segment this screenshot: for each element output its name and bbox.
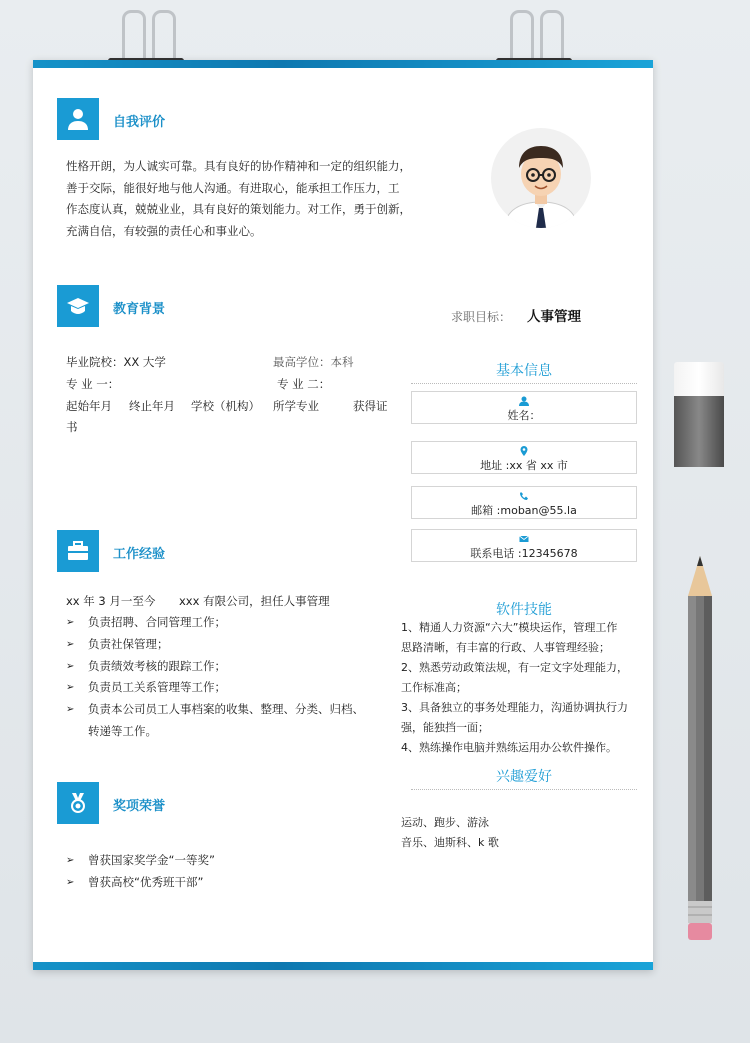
education-school: 毕业院校：XX 大学 xyxy=(66,355,166,369)
list-item xyxy=(66,872,386,894)
work-title: 工作经验 xyxy=(113,547,166,562)
list-item xyxy=(66,612,386,634)
hobbies-text xyxy=(401,813,499,853)
work-header-date: xx 年 3 月一至今 xyxy=(66,594,156,608)
target-value: 人事管理 xyxy=(527,309,581,325)
work-item-text: 负责绩效考核的跟踪工作； xyxy=(88,658,226,673)
awards-icon-box xyxy=(57,782,99,824)
arrow-icon: ➢ xyxy=(66,704,75,716)
arrow-icon: ➢ xyxy=(66,876,75,888)
list-item xyxy=(66,699,386,721)
skill-line: 思路清晰，有丰富的行政、人事管理经验； xyxy=(401,641,610,654)
self-eval-line: 充满自信，有较强的责任心和事业心。 xyxy=(66,223,262,238)
work-item-text: 负责员工关系管理等工作； xyxy=(88,680,226,695)
medal-icon xyxy=(66,791,90,815)
hobby-line: 音乐、迪斯科、k 歌 xyxy=(401,836,499,849)
award-item-text: 曾获高校“优秀班干部” xyxy=(88,874,204,889)
info-card-address xyxy=(411,441,637,474)
briefcase-icon xyxy=(66,539,90,563)
skills-title: 软件技能 xyxy=(496,602,552,618)
self-eval-text xyxy=(66,156,411,242)
education-title: 教育背景 xyxy=(113,302,166,317)
education-major: 所学专业 xyxy=(273,399,319,413)
target-label: 求职目标： xyxy=(451,310,512,324)
work-item-text: 负责招聘、合同管理工作； xyxy=(88,615,226,629)
user-icon xyxy=(66,107,90,131)
pencil-decoration xyxy=(686,556,714,944)
list-item xyxy=(66,634,386,656)
list-item xyxy=(66,850,386,872)
mail-icon xyxy=(519,534,529,544)
phone-icon xyxy=(519,491,529,501)
info-phone: 联系电话 :12345678 xyxy=(470,547,578,560)
work-list xyxy=(66,612,386,743)
list-item xyxy=(66,656,386,678)
divider xyxy=(411,789,637,790)
arrow-icon: ➢ xyxy=(66,660,75,672)
award-item-text: 曾获国家奖学金“一等奖” xyxy=(88,853,215,867)
location-icon xyxy=(519,446,529,456)
avatar-illustration xyxy=(491,128,591,228)
education-start: 起始年月 xyxy=(66,399,112,413)
work-header-company: xxx 有限公司，担任人事管理 xyxy=(179,594,330,608)
info-address: 地址 :xx 省 xx 市 xyxy=(480,459,568,472)
education-end: 终止年月 xyxy=(129,399,175,413)
education-certificate-cont: 书 xyxy=(66,420,78,434)
info-name: 姓名： xyxy=(507,409,541,422)
list-item xyxy=(66,721,386,743)
education-major2: 专 业 二： xyxy=(277,377,331,391)
avatar xyxy=(491,128,591,228)
arrow-icon: ➢ xyxy=(66,617,75,628)
education-institution: 学校（机构） xyxy=(191,399,260,413)
self-eval-line: 作态度认真，兢兢业业，具有良好的策划能力。对工作，勇于创新， xyxy=(66,202,411,216)
resume-page xyxy=(33,60,653,970)
self-eval-line: 善于交际，能很好地与他人沟通。有进取心，能承担工作压力，工 xyxy=(66,180,400,195)
arrow-icon: ➢ xyxy=(66,638,75,650)
info-card-phone xyxy=(411,529,637,562)
top-accent-bar xyxy=(33,60,653,68)
education-certificate: 获得证 xyxy=(353,399,388,413)
awards-title: 奖项荣誉 xyxy=(113,799,166,814)
awards-list xyxy=(66,850,386,894)
skill-line: 强，能独挡一面； xyxy=(401,721,489,734)
arrow-icon: ➢ xyxy=(66,855,75,866)
info-card-name xyxy=(411,391,637,424)
eraser-decoration xyxy=(674,362,724,467)
graduation-cap-icon xyxy=(66,294,90,318)
work-item-text: 负责本公司员工人事档案的收集、整理、分类、归档、 xyxy=(88,702,364,717)
education-major1: 专 业 一： xyxy=(66,377,120,391)
info-card-email xyxy=(411,486,637,519)
self-eval-icon-box xyxy=(57,98,99,140)
bottom-accent-bar xyxy=(33,962,653,970)
self-eval-line: 性格开朗，为人诚实可靠。具有良好的协作精神和一定的组织能力， xyxy=(66,159,411,173)
skill-line: 3、具备独立的事务处理能力，沟通协调执行力 xyxy=(401,701,628,714)
education-icon-box xyxy=(57,285,99,327)
basic-info-title: 基本信息 xyxy=(496,363,552,379)
skill-line: 1、精通人力资源“六大”模块运作，管理工作 xyxy=(401,621,618,634)
info-email: 邮箱 :moban@55.la xyxy=(471,504,577,517)
self-eval-title: 自我评价 xyxy=(113,115,166,130)
work-icon-box xyxy=(57,530,99,572)
work-item-text: 转递等工作。 xyxy=(88,723,157,738)
skill-line: 2、熟悉劳动政策法规，有一定文字处理能力， xyxy=(401,661,628,674)
user-icon xyxy=(519,396,529,406)
list-item xyxy=(66,677,386,699)
education-degree: 最高学位：本科 xyxy=(273,355,354,369)
arrow-icon: ➢ xyxy=(66,682,75,694)
divider xyxy=(411,383,637,384)
hobby-line: 运动、跑步、游泳 xyxy=(401,816,489,829)
skill-line: 工作标准高； xyxy=(401,681,467,694)
skill-line: 4、熟练操作电脑并熟练运用办公软件操作。 xyxy=(401,741,617,754)
hobbies-title: 兴趣爱好 xyxy=(496,769,552,785)
work-item-text: 负责社保管理； xyxy=(88,636,169,651)
skills-text xyxy=(401,618,641,758)
